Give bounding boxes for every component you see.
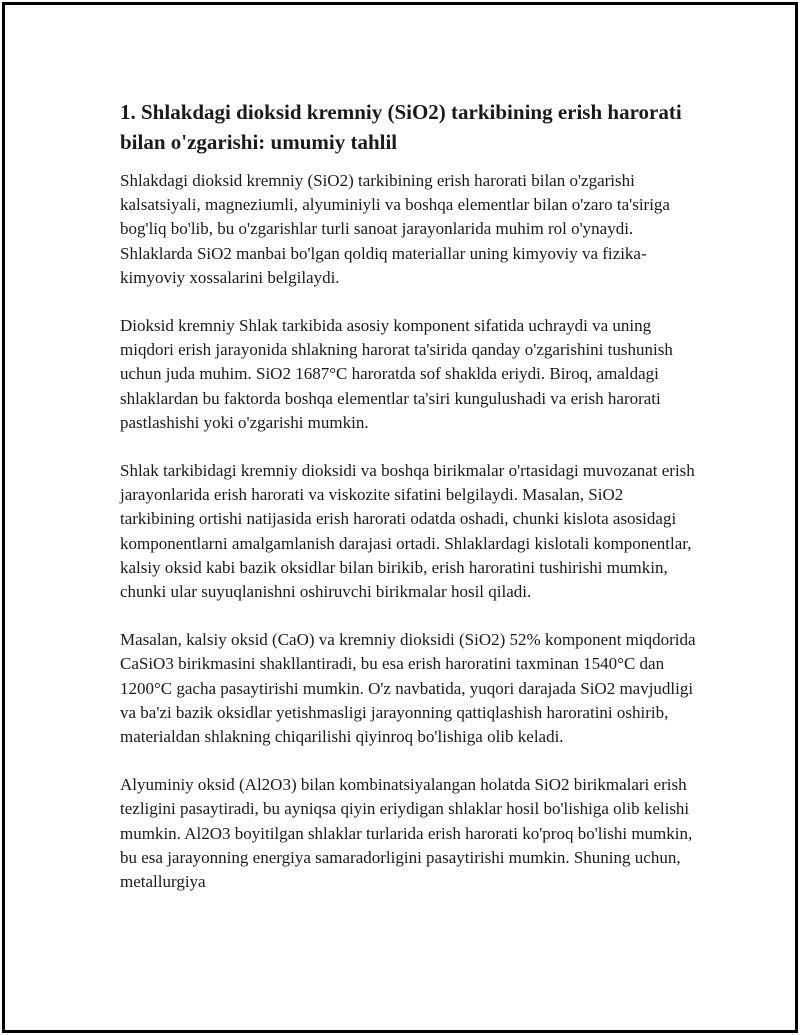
document-content xyxy=(120,97,700,918)
section-heading: 1. Shlakdagi dioksid kremniy (SiO2) tarkibining erish harorati bilan o'zgarishi: umumiy tahlil xyxy=(120,100,682,154)
paragraph-4: Masalan, kalsiy oksid (CaO) va kremniy dioksidi (SiO2) 52% komponent miqdorida CaSiO3 birikmasini shakllantiradi, bu esa erish haroratini taxminan 1540°C dan 1200°C gacha pasaytirishi mumkin. O'z navbatida, yuqori darajada SiO2 mavjudligi va ba'zi bazik oksidlar yetishmasligi jarayonning qattiqlashish haroratini oshirib, materialdan shlakning chiqarilishi qiyinroq bo'lishiga olib keladi. xyxy=(120,630,696,747)
paragraph-1: Shlakdagi dioksid kremniy (SiO2) tarkibining erish harorati bilan o'zgarishi kalsatsiyali, magneziumli, alyuminiyli va boshqa elementlar bilan o'zaro ta'siriga bog'liq bo'lib, bu o'zgarishlar turli sanoat jarayonlarida muhim rol o'ynaydi. Shlaklarda SiO2 manbai bo'lgan qoldiq materiallar uning kimyoviy va fizika-kimyoviy xossalarini belgilaydi. xyxy=(120,171,670,287)
document-page xyxy=(2,2,798,1033)
paragraph-3: Shlak tarkibidagi kremniy dioksidi va boshqa birikmalar o'rtasidagi muvozanat erish jarayonlarida erish harorati va viskozite sifatini belgilaydi. Masalan, SiO2 tarkibining ortishi natijasida erish harorati odatda oshadi, chunki kislota asosidagi komponentlarni amalgamlanish darajasi ortadi. Shlaklardagi kislotali komponentlar, kalsiy oksid kabi bazik oksidlar bilan birikib, erish haroratini tushirishi mumkin, chunki ular suyuqlanishni oshiruvchi birikmalar hosil qiladi. xyxy=(120,461,695,602)
paragraph-2: Dioksid kremniy Shlak tarkibida asosiy komponent sifatida uchraydi va uning miqdori erish jarayonida shlakning harorat ta'sirida qanday o'zgarishini tushunish uchun juda muhim. SiO2 1687°C haroratda sof shaklda eriydi. Biroq, amaldagi shlaklardan bu faktorda boshqa elementlar ta'siri kungulushadi va erish harorati pastlashishi yoki o'zgarishi mumkin. xyxy=(120,316,673,432)
paragraph-5: Alyuminiy oksid (Al2O3) bilan kombinatsiyalangan holatda SiO2 birikmalari erish tezligini pasaytiradi, bu ayniqsa qiyin eriydigan shlaklar hosil bo'lishiga olib kelishi mumkin. Al2O3 boyitilgan shlaklar turlarida erish harorati ko'proq bo'lishi mumkin, bu esa jarayonning energiya samaradorligini pasaytirishi mumkin. Shuning uchun, metallurgiya xyxy=(120,775,693,892)
